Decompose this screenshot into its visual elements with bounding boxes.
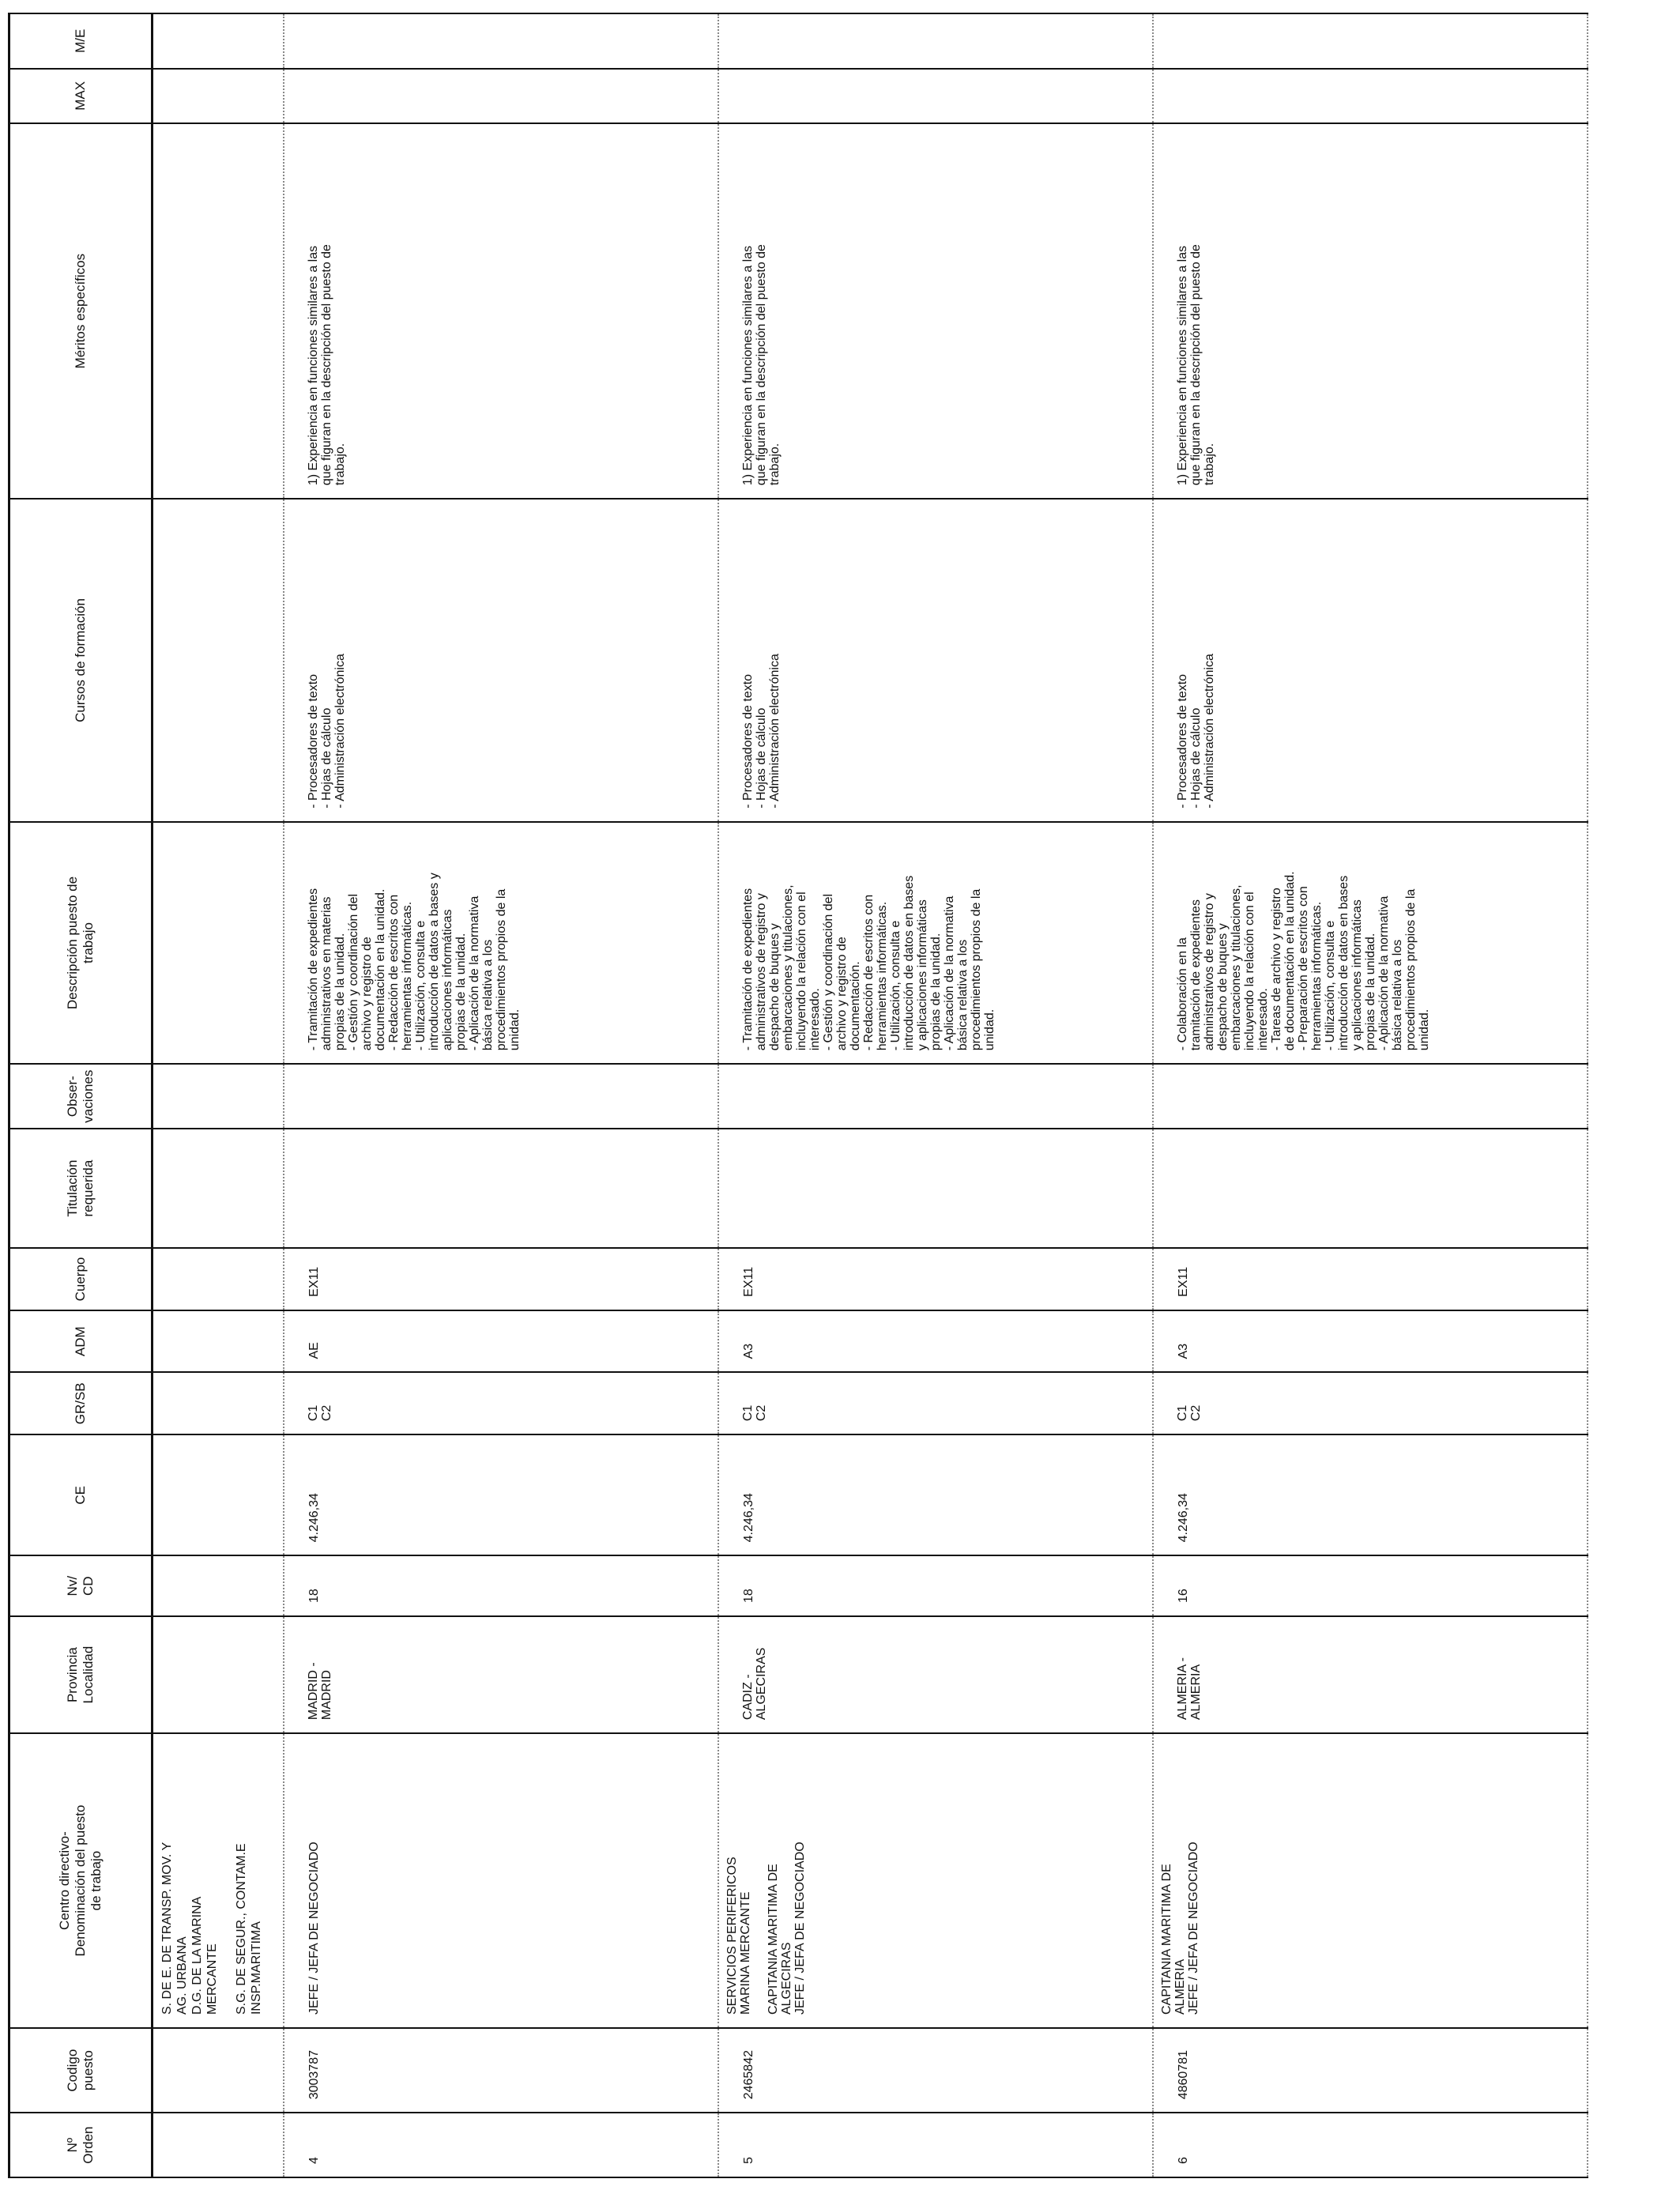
centro-cell: JEFE / JEFA DE NEGOCIADO bbox=[284, 1733, 718, 2028]
me-cell bbox=[718, 13, 1153, 69]
cursos-cell: - Procesadores de texto - Hojas de cálculo - Administración electrónica bbox=[718, 499, 1153, 822]
ce-cell: 4.246,34 bbox=[284, 1434, 718, 1555]
header-orden: Nº Orden bbox=[9, 2113, 153, 2177]
ce-cell: 4.246,34 bbox=[718, 1434, 1153, 1555]
observaciones-cell bbox=[1153, 1064, 1588, 1129]
header-me: M/E bbox=[9, 13, 153, 69]
adm-cell: A3 bbox=[718, 1310, 1153, 1373]
table-row bbox=[1153, 13, 1588, 2177]
header-titulacion: Titulación requerida bbox=[9, 1129, 153, 1248]
header-codigo: Codigo puesto bbox=[9, 2028, 153, 2113]
grupo-cell: C1 C2 bbox=[1153, 1373, 1588, 1435]
header-max: MAX bbox=[9, 69, 153, 123]
provincia-cell: MADRID - MADRID bbox=[284, 1616, 718, 1733]
cursos-cell: - Procesadores de texto - Hojas de cálculo - Administración electrónica bbox=[1153, 499, 1588, 822]
nivel-cell: 16 bbox=[1153, 1555, 1588, 1616]
header-cuerpo: Cuerpo bbox=[9, 1248, 153, 1310]
header-centro: Centro directivo- Denominación del puesto de trabajo bbox=[9, 1733, 153, 2028]
codigo-cell: 4860781 bbox=[1153, 2028, 1588, 2113]
adm-cell: AE bbox=[284, 1310, 718, 1373]
cuerpo-cell: EX11 bbox=[1153, 1248, 1588, 1310]
ce-cell: 4.246,34 bbox=[1153, 1434, 1588, 1555]
grupo-cell: C1 C2 bbox=[284, 1373, 718, 1435]
grupo-cell: C1 C2 bbox=[718, 1373, 1153, 1435]
header-meritos: Méritos específicos bbox=[9, 123, 153, 499]
titulacion-cell bbox=[1153, 1129, 1588, 1248]
header-provincia: Provincia Localidad bbox=[9, 1616, 153, 1733]
top-block-centro: S. DE E. DE TRANSP. MOV. Y AG. URBANA D.G. DE LA MARINA MERCANTE S.G. DE SEGUR., CONTAM.E INSP.MARITIMA bbox=[153, 1733, 284, 2028]
meritos-cell: 1) Experiencia en funciones similares a las que figuran en la descripción del puesto de trabajo. bbox=[718, 123, 1153, 499]
titulacion-cell bbox=[284, 1129, 718, 1248]
cuerpo-cell: EX11 bbox=[284, 1248, 718, 1310]
max-cell bbox=[1153, 69, 1588, 123]
orden-cell: 6 bbox=[1153, 2113, 1588, 2177]
centro-cell: SERVICIOS PERIFERICOS MARINA MERCANTE CAPITANIA MARITIMA DE ALGECIRAS JEFE / JEFA DE NEGOCIADO bbox=[718, 1733, 1153, 2028]
codigo-cell: 3003787 bbox=[284, 2028, 718, 2113]
max-cell bbox=[284, 69, 718, 123]
nivel-cell: 18 bbox=[284, 1555, 718, 1616]
cuerpo-cell: EX11 bbox=[718, 1248, 1153, 1310]
header-descripcion: Descripción puesto de trabajo bbox=[9, 822, 153, 1064]
descripcion-cell: - Tramitación de expedientes administrativos en materias propias de la unidad. - Gestión y coordinación del archivo y registro de documentación en la unidad. - Redacción de escritos con herramientas informáticas. - Utilización, consulta e introducción de datos a bases y aplicaciones informáticas propias de la unidad. - Aplicación de la normativa básica relativa a los procedimientos propios de la unidad. bbox=[284, 822, 718, 1064]
observaciones-cell bbox=[718, 1064, 1153, 1129]
provincia-cell: ALMERIA - ALMERIA bbox=[1153, 1616, 1588, 1733]
codigo-cell: 2465842 bbox=[718, 2028, 1153, 2113]
me-cell bbox=[284, 13, 718, 69]
header-ce: CE bbox=[9, 1434, 153, 1555]
adm-cell: A3 bbox=[1153, 1310, 1588, 1373]
me-cell bbox=[1153, 13, 1588, 69]
orden-cell: 5 bbox=[718, 2113, 1153, 2177]
top-block-row bbox=[153, 13, 284, 2177]
descripcion-cell: - Colaboración en la tramitación de expedientes administrativos de registro y despacho de buques y embarcaciones y titulaciones, incluyendo la relación con el interesado. - Tareas de archivo y registro de documentación en la unidad. - Preparación de escritos con herramientas informáticas. - Utilización, consulta e introducción de datos en bases y aplicaciones informáticas propias de la unidad. - Aplicación de la normativa básica relativa a los procedimientos propios de la unidad. bbox=[1153, 822, 1588, 1064]
nivel-cell: 18 bbox=[718, 1555, 1153, 1616]
titulacion-cell bbox=[718, 1129, 1153, 1248]
table-row bbox=[284, 13, 718, 2177]
max-cell bbox=[718, 69, 1153, 123]
cursos-cell: - Procesadores de texto - Hojas de cálculo - Administración electrónica bbox=[284, 499, 718, 822]
meritos-cell: 1) Experiencia en funciones similares a las que figuran en la descripción del puesto de trabajo. bbox=[1153, 123, 1588, 499]
header-row bbox=[9, 13, 153, 2177]
header-nivel: Nv/ CD bbox=[9, 1555, 153, 1616]
table-row bbox=[718, 13, 1153, 2177]
orden-cell: 4 bbox=[284, 2113, 718, 2177]
centro-cell: CAPITANIA MARITIMA DE ALMERIA JEFE / JEFA DE NEGOCIADO bbox=[1153, 1733, 1588, 2028]
descripcion-cell: - Tramitación de expedientes administrativos de registro y despacho de buques y embarcaciones y titulaciones, incluyendo la relación con el interesado. - Gestión y coordinación del archivo y registro de documentación. - Redacción de escritos con herramientas informáticas. - Utilización, consulta e introducción de datos en bases y aplicaciones informáticas propias de la unidad. - Aplicación de la normativa básica relativa a los procedimientos propios de la unidad. bbox=[718, 822, 1153, 1064]
job-positions-table bbox=[8, 13, 1588, 2178]
provincia-cell: CADIZ - ALGECIRAS bbox=[718, 1616, 1153, 1733]
meritos-cell: 1) Experiencia en funciones similares a las que figuran en la descripción del puesto de trabajo. bbox=[284, 123, 718, 499]
header-grupo: GR/SB bbox=[9, 1373, 153, 1435]
header-observaciones: Obser- vaciones bbox=[9, 1064, 153, 1129]
observaciones-cell bbox=[284, 1064, 718, 1129]
header-cursos: Cursos de formación bbox=[9, 499, 153, 822]
header-adm: ADM bbox=[9, 1310, 153, 1373]
